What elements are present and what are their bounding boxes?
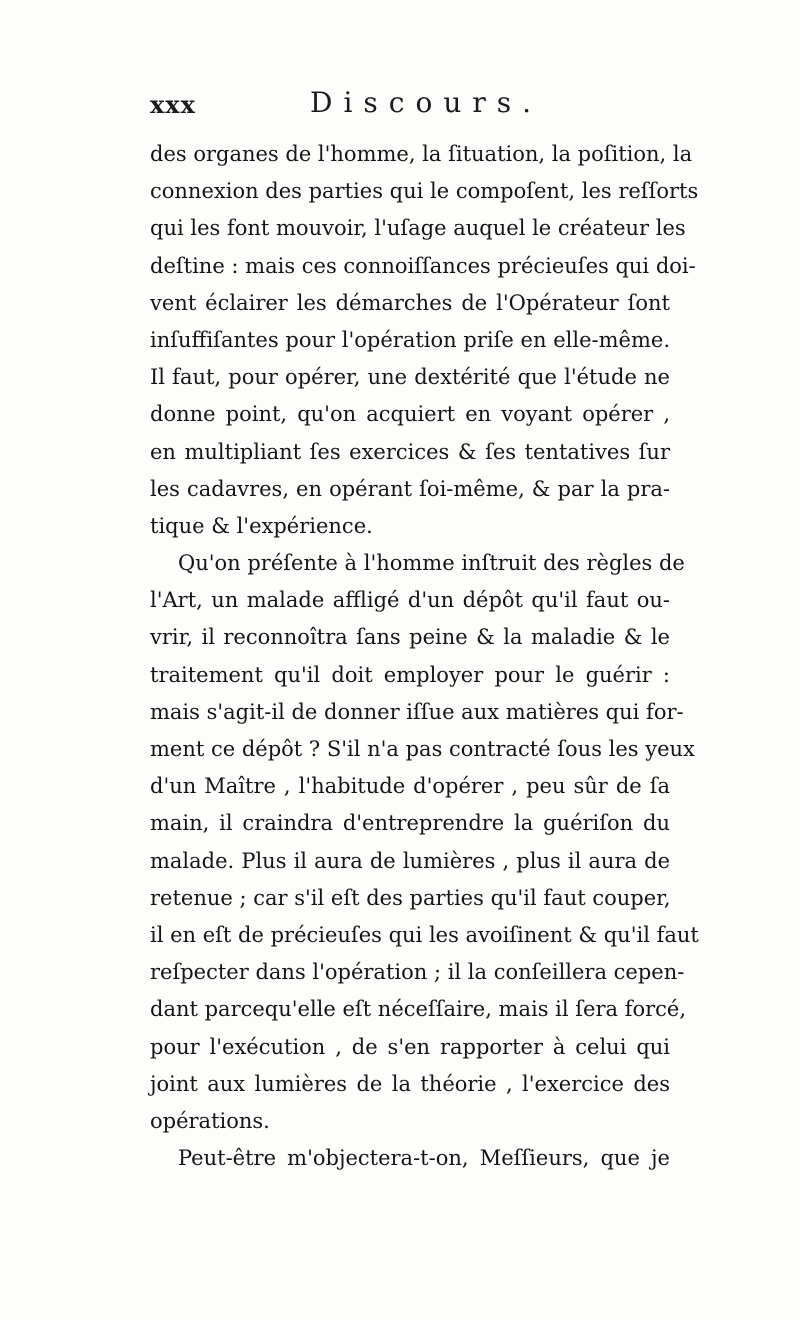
text-line: joint aux lumières de la théorie , l'exercice des (150, 1071, 670, 1096)
text-line: inſuffiſantes pour l'opération priſe en elle-même. (150, 327, 670, 352)
text-line: ment ce dépôt ? S'il n'a pas contracté ſous les yeux (150, 737, 695, 761)
text-line: donne point, qu'on acquiert en voyant opérer , (150, 402, 670, 427)
paragraph-end-line: tique & l'expérience. (150, 513, 373, 538)
paragraph-end-line: opérations. (150, 1108, 270, 1133)
text-line: d'un Maître , l'habitude d'opérer , peu sûr de ſa (150, 774, 670, 799)
paragraph-start-line: Qu'on préſente à l'homme inſtruit des règles de (178, 551, 685, 576)
text-line: il en eſt de précieuſes qui les avoiſinent & qu'il faut (150, 922, 699, 947)
text-line: malade. Plus il aura de lumières , plus il aura de (150, 848, 670, 873)
text-line: des organes de l'homme, la ſituation, la poſition, la (150, 142, 693, 166)
body-text (150, 136, 699, 1177)
text-line: vrir, il reconnoîtra ſans peine & la maladie & le (150, 625, 670, 650)
text-line: deſtine : mais ces connoiſſances précieuſes qui doi- (150, 253, 696, 278)
text-line: en multipliant ſes exercices & ſes tentatives ſur (150, 439, 670, 464)
page-number: xxx (150, 90, 196, 119)
page-header (150, 86, 550, 126)
text-line: qui les font mouvoir, l'uſage auquel le créateur les (150, 216, 686, 241)
text-line: retenue ; car s'il eſt des parties qu'il faut couper, (150, 885, 671, 910)
text-line: l'Art, un malade affligé d'un dépôt qu'il faut ou- (150, 588, 670, 613)
text-line: main, il craindra d'entreprendre la guériſon du (150, 811, 670, 836)
text-line: pour l'exécution , de s'en rapporter à celui qui (150, 1034, 670, 1059)
text-line: connexion des parties qui le compoſent, les reſſorts (150, 179, 699, 204)
text-line: mais s'agit-il de donner iſſue aux matières qui for- (150, 699, 684, 724)
text-line: dant parcequ'elle eſt néceſſaire, mais il ſera forcé, (150, 997, 687, 1022)
running-head: Discours. (310, 86, 542, 119)
text-line: les cadavres, en opérant ſoi-même, & par la pra- (150, 476, 670, 501)
text-line: reſpecter dans l'opération ; il la conſeillera cepen- (150, 960, 685, 985)
text-line: traitement qu'il doit employer pour le guérir : (150, 662, 670, 687)
text-line: vent éclairer les démarches de l'Opérateur ſont (150, 290, 670, 315)
text-line: Il faut, pour opérer, une dextérité que l'étude ne (150, 365, 670, 390)
paragraph-start-line: Peut-être m'objectera-t-on, Meſſieurs, que je (178, 1146, 670, 1171)
